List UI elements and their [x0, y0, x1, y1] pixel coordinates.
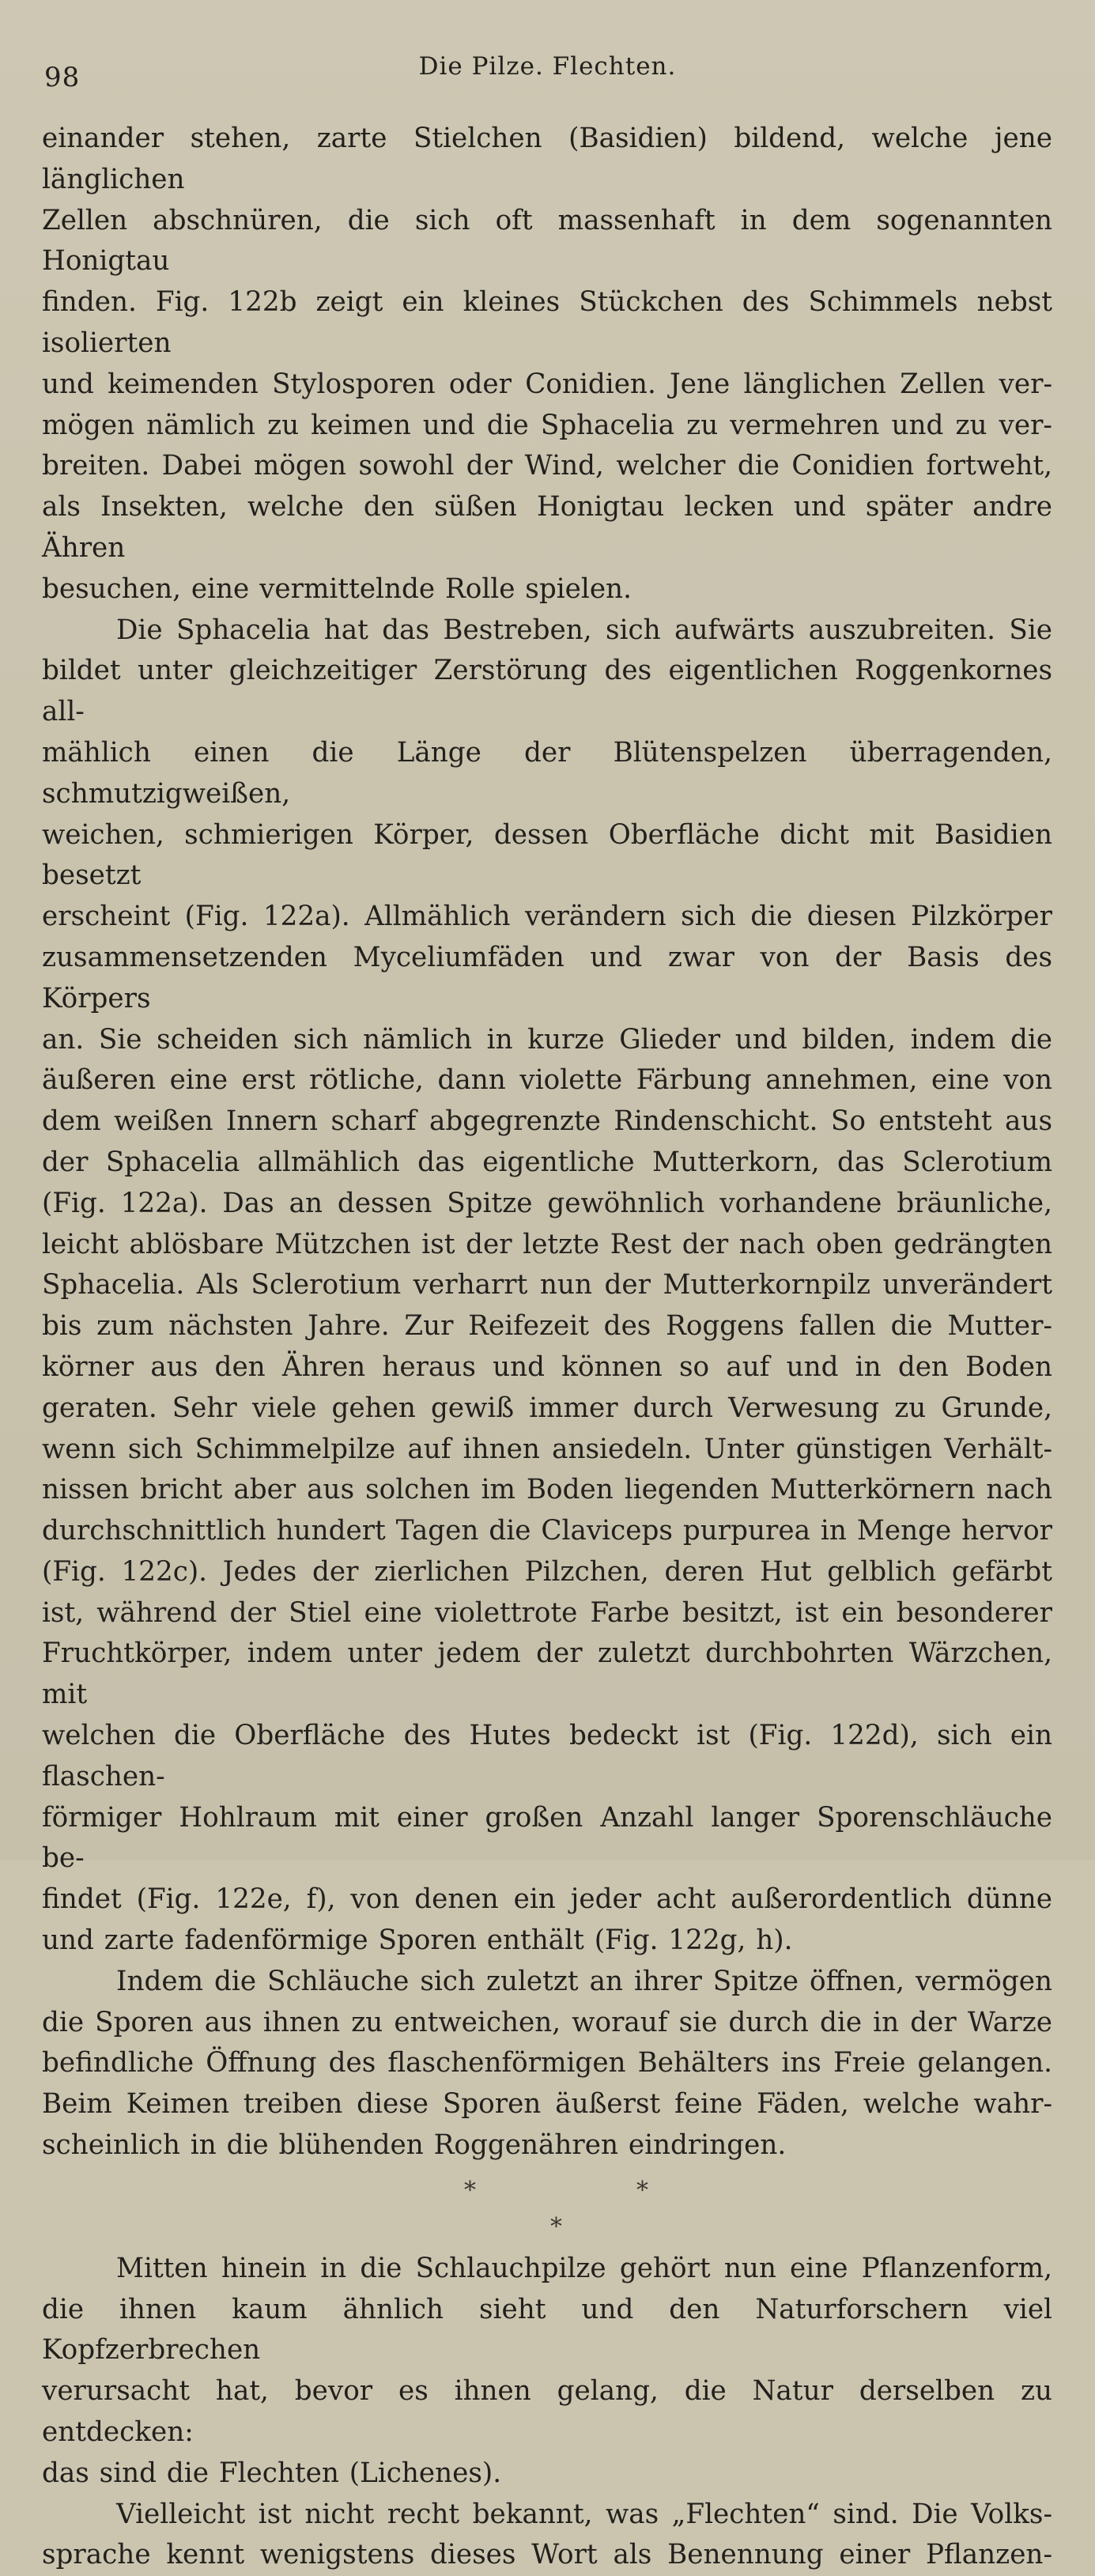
text-line: nissen bricht aber aus solchen im Boden liegenden Mutterkörnern nach — [42, 1474, 1052, 1506]
text-line: (Fig. 122c). Jedes der zierlichen Pilzchen, deren Hut gelblich gefärbt — [42, 1555, 1052, 1588]
text-line: der Sphacelia allmählich das eigentliche Mutterkorn, das Sclerotium — [42, 1146, 1052, 1178]
text-line: Die Sphacelia hat das Bestreben, sich aufwärts auszubreiten. Sie — [116, 614, 1052, 646]
text-line: einander stehen, zarte Stielchen (Basidien) bildend, welche jene länglichen — [42, 123, 1052, 195]
text-line: sprache kennt wenigstens dieses Wort als Benennung einer Pflanzen- — [42, 2539, 1052, 2571]
separator-asterisk: * — [464, 2176, 476, 2204]
text-line: Mitten hinein in die Schlauchpilze gehört nun eine Pflanzenform, — [116, 2252, 1052, 2284]
text-line: und zarte fadenförmige Sporen enthält (Fig. 122g, h). — [42, 1924, 793, 1957]
text-line: dem weißen Innern scharf abgegrenzte Rindenschicht. So entsteht aus — [42, 1105, 1052, 1138]
text-line: als Insekten, welche den süßen Honigtau lecken und später andre Ähren — [42, 491, 1052, 564]
body-text — [42, 119, 1052, 2576]
text-line: Fruchtkörper, indem unter jedem der zuletzt durchbohrten Wärzchen, mit — [42, 1637, 1052, 1711]
text-line: die ihnen kaum ähnlich sieht und den Naturforschern viel Kopfzerbrechen — [42, 2293, 1052, 2366]
text-line: körner aus den Ähren heraus und können so auf und in den Boden — [42, 1350, 1052, 1383]
page-number: 98 — [44, 62, 81, 93]
text-line: scheinlich in die blühenden Roggenähren eindringen. — [42, 2129, 787, 2162]
text-line: befindliche Öffnung des flaschenförmigen Behälters ins Freie gelangen. — [42, 2047, 1052, 2079]
text-line: findet (Fig. 122e, f), von denen ein jeder acht außerordentlich dünne — [42, 1883, 1052, 1916]
separator-asterisk: * — [550, 2212, 562, 2241]
text-line: durchschnittlich hundert Tagen die Claviceps purpurea in Menge hervor — [42, 1515, 1052, 1547]
text-line: besuchen, eine vermittelnde Rolle spielen. — [42, 572, 632, 605]
text-line: mögen nämlich zu keimen und die Sphacelia zu vermehren und zu ver- — [42, 409, 1052, 441]
page-header-title: Die Pilze. Flechten. — [418, 52, 677, 81]
text-line: bis zum nächsten Jahre. Zur Reifezeit des Roggens fallen die Mutter- — [42, 1310, 1052, 1343]
text-line: Beim Keimen treiben diese Sporen äußerst feine Fäden, welche wahr- — [42, 2088, 1052, 2121]
text-line: zusammensetzenden Myceliumfäden und zwar von der Basis des Körpers — [42, 941, 1052, 1014]
text-line: förmiger Hohlraum mit einer großen Anzahl langer Sporenschläuche be- — [42, 1801, 1052, 1875]
text-line: weichen, schmierigen Körper, dessen Oberfläche dicht mit Basidien besetzt — [42, 818, 1052, 892]
text-line: welchen die Oberfläche des Hutes bedeckt ist (Fig. 122d), sich ein flaschen- — [42, 1720, 1052, 1792]
text-line: wenn sich Schimmelpilze auf ihnen ansiedeln. Unter günstigen Verhält- — [42, 1433, 1052, 1465]
text-line: Vielleicht ist nicht recht bekannt, was „Flechten“ sind. Die Volks- — [116, 2498, 1052, 2530]
text-line: geraten. Sehr viele gehen gewiß immer durch Verwesung zu Grunde, — [42, 1392, 1052, 1424]
text-line: Zellen abschnüren, die sich oft massenhaft in dem sogenannten Honigtau — [42, 204, 1052, 278]
text-line: mählich einen die Länge der Blütenspelzen überragenden, schmutzigweißen, — [42, 736, 1052, 810]
text-line: (Fig. 122a). Das an dessen Spitze gewöhnlich vorhandene bräunliche, — [42, 1187, 1052, 1219]
running-head — [43, 52, 1052, 93]
text-line: Indem die Schläuche sich zuletzt an ihrer Spitze öffnen, vermögen — [116, 1965, 1052, 1997]
text-line: äußeren eine erst rötliche, dann violette Färbung annehmen, eine von — [42, 1064, 1052, 1097]
text-line: breiten. Dabei mögen sowohl der Wind, welcher die Conidien fortweht, — [42, 450, 1052, 482]
text-line: ist, während der Stiel eine violettrote Farbe besitzt, ist ein besonderer — [42, 1596, 1052, 1629]
text-line: bildet unter gleichzeitiger Zerstörung des eigentlichen Roggenkornes all- — [42, 655, 1052, 728]
text-line: und keimenden Stylosporen oder Conidien. Jene länglichen Zellen ver- — [42, 368, 1052, 400]
text-line: verursacht hat, bevor es ihnen gelang, die Natur derselben zu entdecken: — [42, 2375, 1052, 2449]
text-line: Sphacelia. Als Sclerotium verharrt nun der Mutterkornpilz unverändert — [42, 1269, 1052, 1301]
separator-asterisk: * — [636, 2176, 648, 2204]
text-line: das sind die Flechten (Lichenes). — [42, 2457, 502, 2489]
text-line: leicht ablösbare Mützchen ist der letzte Rest der nach oben gedrängten — [42, 1228, 1052, 1260]
text-line: an. Sie scheiden sich nämlich in kurze Glieder und bilden, indem die — [42, 1023, 1052, 1056]
text-line: finden. Fig. 122b zeigt ein kleines Stückchen des Schimmels nebst isolierten — [42, 286, 1052, 359]
text-line: die Sporen aus ihnen zu entweichen, worauf sie durch die in der Warze — [42, 2006, 1052, 2038]
text-line: erscheint (Fig. 122a). Allmählich verändern sich die diesen Pilzkörper — [42, 901, 1052, 933]
section-separator — [42, 2166, 1052, 2249]
